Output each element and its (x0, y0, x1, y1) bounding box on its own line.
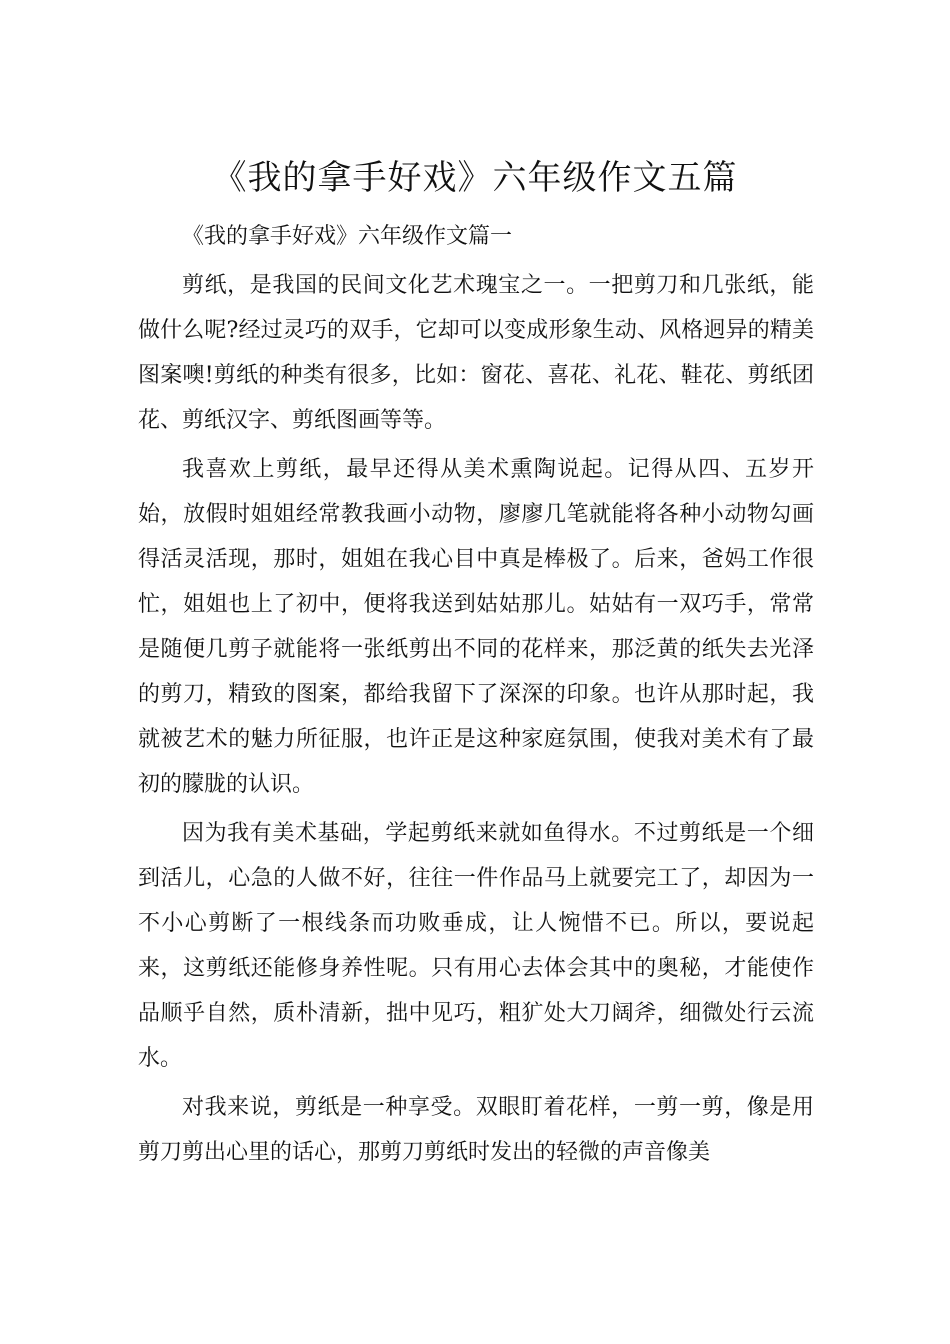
paragraph-4: 对我来说，剪纸是一种享受。双眼盯着花样，一剪一剪，像是用剪刀剪出心里的话心，那剪刀剪纸时发出的轻微的声音像美 (138, 1095, 814, 1165)
paragraph-2: 我喜欢上剪纸，最早还得从美术熏陶说起。记得从四、五岁开始，放假时姐姐经常教我画小动物，廖廖几笔就能将各种小动物勾画得活灵活现，那时，姐姐在我心目中真是棒极了。后来，爸妈工作很忙，姐姐也上了初中，便将我送到姑姑那儿。姑姑有一双巧手，常常是随便几剪子就能将一张纸剪出不同的花样来，那泛黄的纸失去光泽的剪刀，精致的图案，都给我留下了深深的印象。也许从那时起，我就被艺术的魅力所征服，也许正是这种家庭氛围，使我对美术有了最初的朦胧的认识。 (138, 457, 814, 797)
document-title: 《我的拿手好戏》六年级作文五篇 (212, 157, 738, 198)
document-body (138, 214, 814, 1179)
paragraph-1: 剪纸，是我国的民间文化艺术瑰宝之一。一把剪刀和几张纸，能做什么呢?经过灵巧的双手，它却可以变成形象生动、风格迥异的精美图案噢!剪纸的种类有很多，比如：窗花、喜花、礼花、鞋花、剪纸团花、剪纸汉字、剪纸图画等等。 (138, 273, 814, 433)
essay-heading: 《我的拿手好戏》六年级作文篇一 (182, 224, 513, 249)
paragraph-3: 因为我有美术基础，学起剪纸来就如鱼得水。不过剪纸是一个细到活儿，心急的人做不好，往往一件作品马上就要完工了，却因为一不小心剪断了一根线条而功败垂成，让人惋惜不已。所以，要说起来，这剪纸还能修身养性呢。只有用心去体会其中的奥秘，才能使作品顺乎自然，质朴清新，拙中见巧，粗犷处大刀阔斧，细微处行云流水。 (138, 821, 814, 1071)
